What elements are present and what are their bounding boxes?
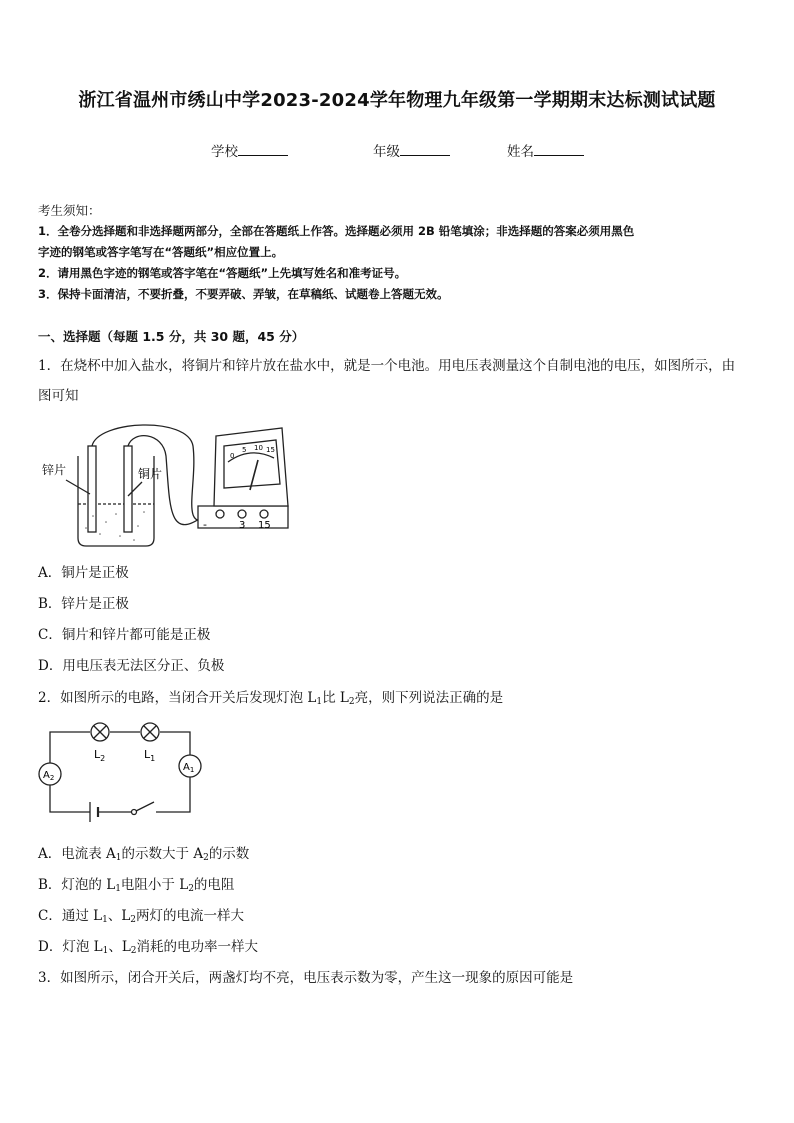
copper-label: 铜片 <box>138 467 163 481</box>
voltmeter-face <box>214 428 288 506</box>
q1-option-c[interactable]: C．铜片和锌片都可能是正极 <box>38 627 211 643</box>
zinc-label: 锌片 <box>42 463 67 477</box>
opt-text: 、L <box>107 908 131 924</box>
lamp-l2-label: $L_2$ <box>94 748 106 763</box>
opt-sub: 2 <box>203 853 209 863</box>
grade-blank[interactable] <box>400 141 450 156</box>
notice-item: 1．全卷分选择题和非选择题两部分，全部在答题纸上作答。选择题必须用 2B 铅笔填涂；非选择题的答案必须用黑色 <box>38 224 635 238</box>
q2-stem <box>38 686 758 707</box>
opt-text: C．通过 L <box>38 908 103 924</box>
scale-0: 0 <box>230 452 235 460</box>
name-label: 姓名 <box>507 144 534 160</box>
school-label: 学校 <box>211 144 238 160</box>
name-blank[interactable] <box>534 141 584 156</box>
switch-pivot <box>132 810 137 815</box>
terminal-minus: - <box>203 518 207 531</box>
terminal-3: 3 <box>239 520 246 531</box>
grade-field[interactable] <box>373 140 450 160</box>
q2-stem-post: 亮，则下列说法正确的是 <box>354 690 504 706</box>
series-circuit-figure <box>38 716 210 824</box>
circuit-bottom-wire <box>50 776 190 812</box>
q3-stem: 3．如图所示，闭合开关后，两盏灯均不亮，电压表示数为零，产生这一现象的原因可能是 <box>38 970 574 986</box>
notice-item: 3．保持卡面清洁，不要折叠，不要弄破、弄皱，在草稿纸、试题卷上答题无效。 <box>38 287 449 301</box>
q2-sub: 2 <box>348 697 355 707</box>
notice-item: 2．请用黑色字迹的钢笔或答字笔在“答题纸”上先填写姓名和准考证号。 <box>38 266 407 280</box>
opt-text: B．灯泡的 L <box>38 877 116 893</box>
opt-sub: 1 <box>102 915 108 925</box>
notice-heading: 考生须知： <box>38 203 101 218</box>
q1-option-b[interactable]: B．锌片是正极 <box>38 596 129 612</box>
page-title: 浙江省温州市绣山中学2023-2024学年物理九年级第一学期期末达标测试试题 <box>78 90 716 111</box>
scale-10: 10 <box>254 444 263 452</box>
q2-option-d[interactable] <box>38 935 758 956</box>
ammeter-a1-label: $A_1$ <box>183 762 195 774</box>
opt-text: 、L <box>108 939 131 955</box>
q2-option-b[interactable] <box>38 873 758 894</box>
section-heading: 一、选择题（每题 1.5 分，共 30 题，45 分） <box>38 329 305 344</box>
q2-option-c[interactable] <box>38 904 758 925</box>
notice-block <box>38 200 758 305</box>
opt-text: 的示数大于 A <box>121 846 204 862</box>
lamp-l1-label: $L_1$ <box>144 748 156 763</box>
grade-label: 年级 <box>373 144 400 160</box>
opt-text: 两灯的电流一样大 <box>136 908 245 924</box>
opt-text: 的示数 <box>208 846 250 862</box>
opt-sub: 1 <box>102 946 109 956</box>
q2-sub: 1 <box>316 697 323 707</box>
q2-stem-mid: 比 L <box>322 690 349 706</box>
opt-text: A．电流表 A <box>38 846 116 862</box>
school-blank[interactable] <box>238 141 288 156</box>
school-field[interactable] <box>211 140 288 160</box>
opt-text: D．灯泡 L <box>38 939 103 955</box>
opt-sub: 1 <box>115 853 122 863</box>
scale-5: 5 <box>242 446 247 454</box>
q1-stem-line1: 1．在烧杯中加入盐水，将铜片和锌片放在盐水中，就是一个电池。用电压表测量这个自制电池的电压，如图所示，由 <box>38 358 736 374</box>
q1-stem-line2: 图可知 <box>38 388 79 404</box>
q1-option-d[interactable]: D．用电压表无法区分正、负极 <box>38 658 225 674</box>
q2-option-a[interactable] <box>38 842 758 863</box>
battery-voltmeter-figure <box>38 416 300 552</box>
opt-text: 消耗的电功率一样大 <box>136 939 259 955</box>
opt-sub: 2 <box>130 915 137 925</box>
scale-15: 15 <box>266 446 275 454</box>
ammeter-a2-label: $A_2$ <box>43 770 55 782</box>
opt-sub: 2 <box>130 946 137 956</box>
q1-option-a[interactable]: A．铜片是正极 <box>38 565 129 581</box>
opt-text: 电阻小于 L <box>120 877 189 893</box>
notice-item: 字迹的钢笔或答字笔写在“答题纸”相应位置上。 <box>38 245 284 259</box>
opt-sub: 1 <box>115 884 121 894</box>
q2-stem-pre: 2．如图所示的电路，当闭合开关后发现灯泡 L <box>38 690 317 706</box>
circuit-top-wire <box>50 732 190 766</box>
opt-sub: 2 <box>188 884 194 894</box>
name-field[interactable] <box>507 140 584 160</box>
opt-text: 的电阻 <box>193 877 235 893</box>
terminal-15: 15 <box>258 520 271 531</box>
